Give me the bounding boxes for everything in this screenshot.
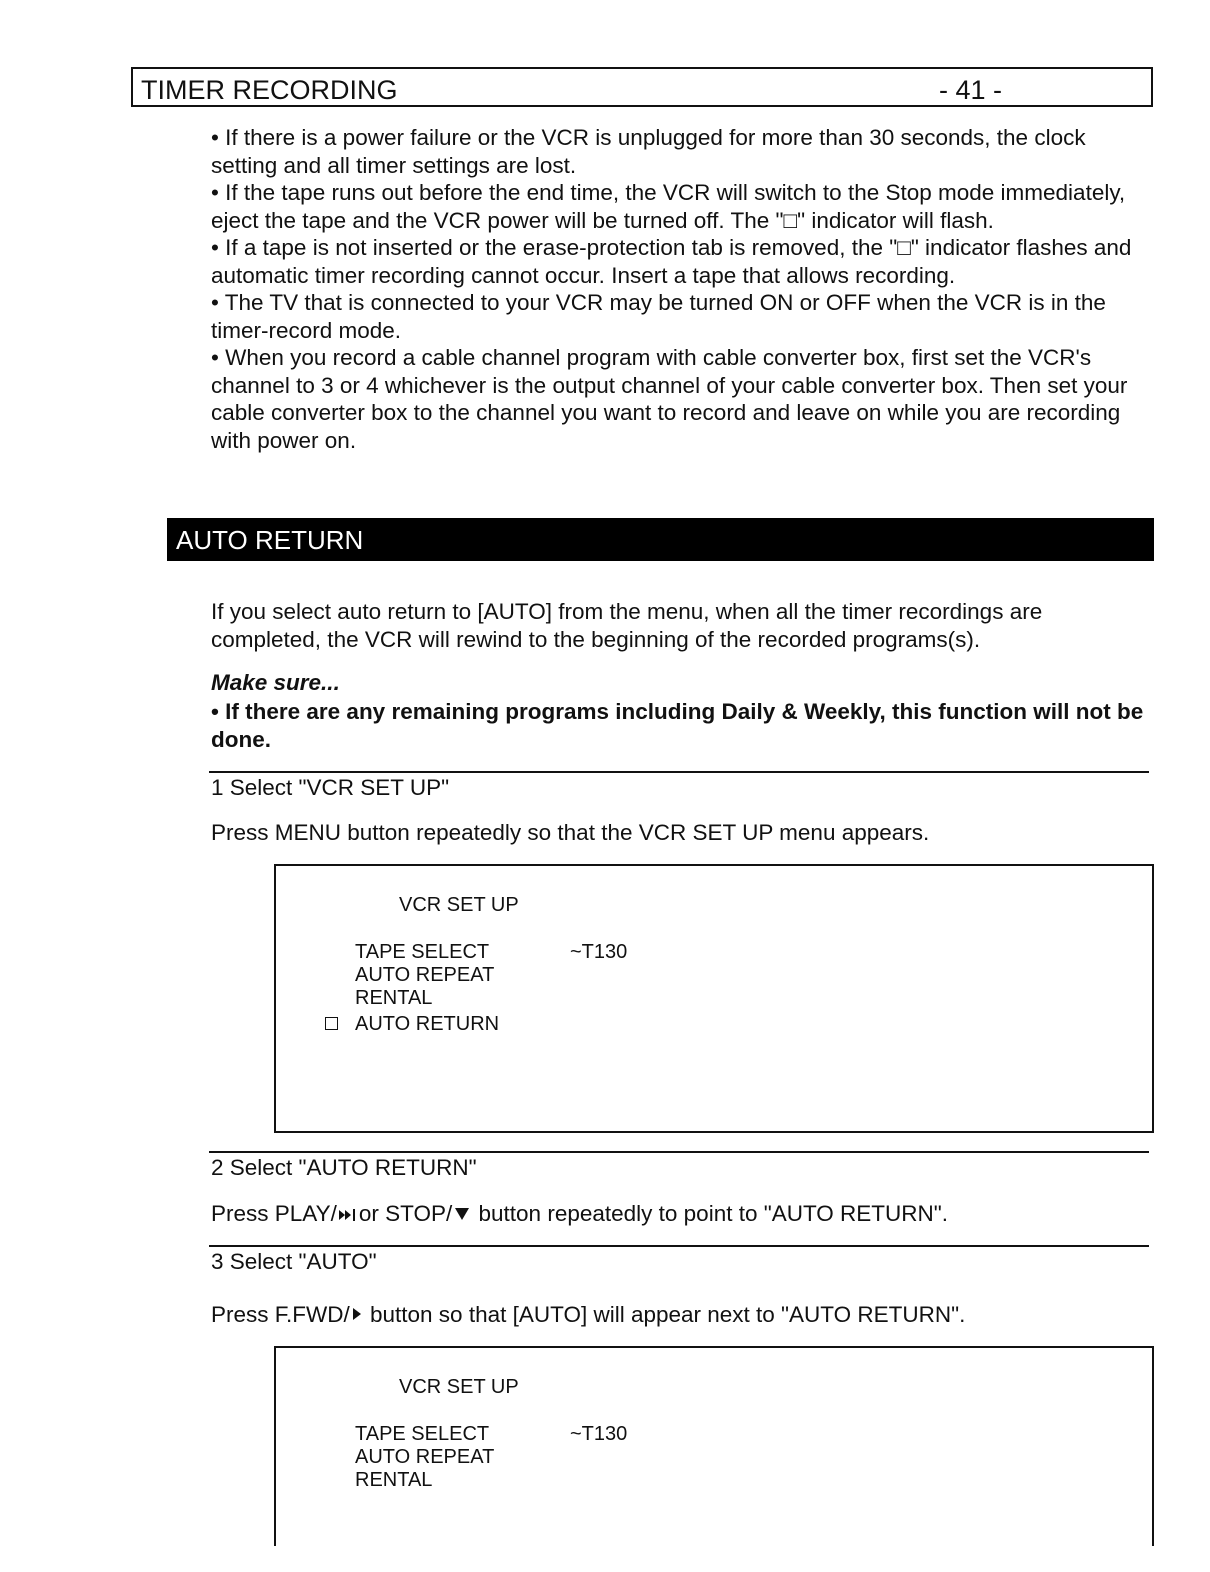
step-2-text-suffix: button repeatedly to point to "AUTO RETURN".: [472, 1201, 949, 1226]
note-power-failure: • If there is a power failure or the VCR is unplugged for more than 30 seconds, the clock setting and all timer settings are lost.: [211, 125, 1086, 178]
note-tape-runs-out: • If the tape runs out before the end time, the VCR will switch to the Stop mode immediately, eject the tape and the VCR power will be turned off. The "□" indicator will flash.: [211, 180, 1126, 233]
screen-title: VCR SET UP: [399, 1376, 519, 1398]
note-cable-box: • When you record a cable channel program with cable converter box, first set the VCR's channel to 3 or 4 whichever is the output channel of your cable converter box. Then set your cable converter box to the channel you want to record and leave on while you are recording with power on.: [211, 345, 1128, 453]
step-1-title: 1 Select "VCR SET UP": [211, 775, 450, 800]
tape-select-value: ~T130: [570, 1423, 628, 1445]
menu-item-auto-repeat: AUTO REPEAT: [355, 1446, 495, 1468]
right-triangle-icon: [350, 1306, 364, 1326]
step-divider: [209, 1151, 1149, 1153]
cursor-icon: [325, 1017, 338, 1030]
down-triangle-icon: [452, 1206, 472, 1224]
menu-item-auto-return: AUTO RETURN: [355, 1013, 500, 1035]
step-2-description: [211, 1201, 948, 1227]
intro-paragraph: If you select auto return to [AUTO] from the menu, when all the timer recordings are completed, the VCR will rewind to the beginning of the recorded programs(s).: [211, 599, 1043, 652]
section-heading-bar: [167, 518, 1154, 561]
step-3-title: 3 Select "AUTO": [211, 1249, 377, 1274]
step-3-description: [211, 1302, 965, 1328]
header-title: TIMER RECORDING: [141, 75, 398, 105]
menu-item-tape-select: TAPE SELECT: [355, 941, 490, 963]
menu-item-tape-select: TAPE SELECT: [355, 1423, 490, 1445]
step-3-text-prefix: Press F.FWD/: [211, 1302, 350, 1327]
step-1-description: Press MENU button repeatedly so that the VCR SET UP menu appears.: [211, 820, 930, 845]
make-sure-note: • If there are any remaining programs including Daily & Weekly, this function will not be done.: [211, 699, 1144, 752]
note-no-tape: • If a tape is not inserted or the erase-protection tab is removed, the "□" indicator flashes and automatic timer recording cannot occur. Insert a tape that allows recording.: [211, 235, 1132, 288]
tape-select-value: ~T130: [570, 941, 628, 963]
play-skip-icon: [337, 1207, 359, 1223]
menu-item-rental: RENTAL: [355, 1469, 433, 1491]
timer-notes: [211, 124, 1156, 454]
menu-screen-1: [274, 864, 1154, 1133]
make-sure-label: Make sure...: [211, 670, 340, 695]
step-2-text-mid: or STOP/: [358, 1201, 453, 1226]
page-header: [131, 67, 1153, 107]
page-number: - 41 -: [939, 75, 1003, 105]
step-3-text-suffix: button so that [AUTO] will appear next to "AUTO RETURN".: [363, 1302, 966, 1327]
screen-title: VCR SET UP: [399, 894, 519, 916]
note-tv-power: • The TV that is connected to your VCR may be turned ON or OFF when the VCR is in the timer-record mode.: [211, 290, 1106, 343]
step-divider: [209, 771, 1149, 773]
section-title: AUTO RETURN: [176, 525, 364, 555]
menu-screen-2: [274, 1346, 1154, 1546]
menu-item-auto-repeat: AUTO REPEAT: [355, 964, 495, 986]
menu-item-rental: RENTAL: [355, 987, 433, 1009]
step-2-text-prefix: Press PLAY/: [211, 1201, 337, 1226]
step-divider: [209, 1245, 1149, 1247]
step-2-title: 2 Select "AUTO RETURN": [211, 1155, 477, 1180]
